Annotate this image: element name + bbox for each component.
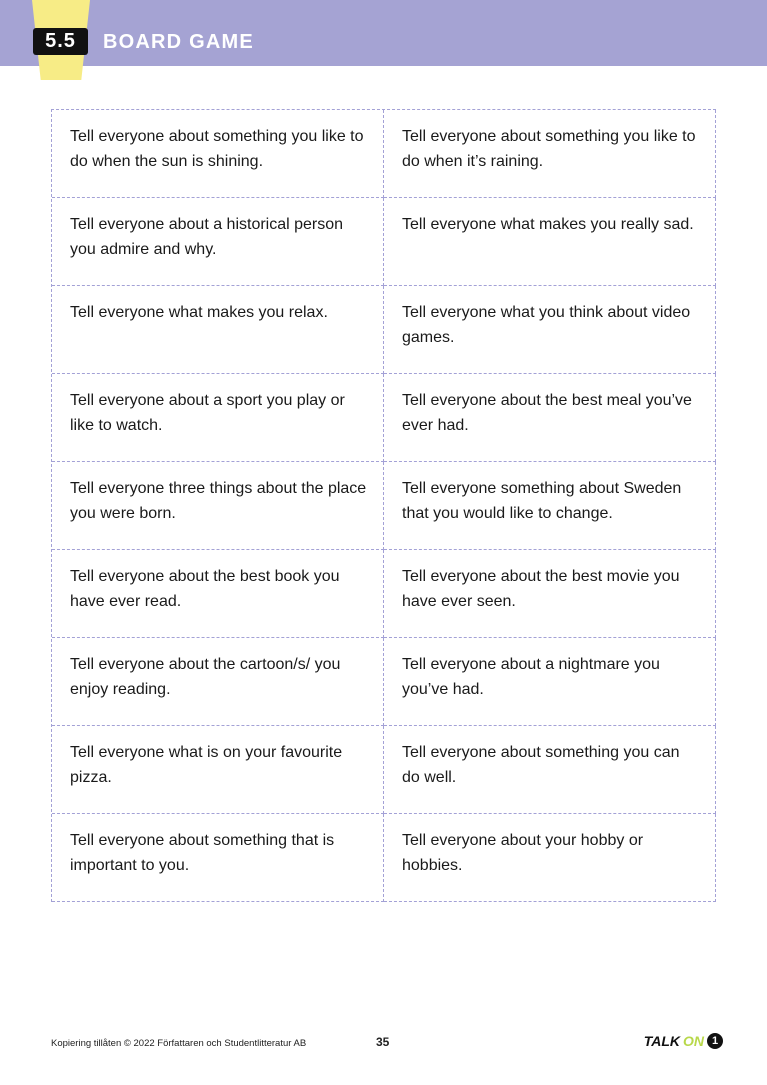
- brand-logo: [644, 1033, 723, 1049]
- card-12: Tell everyone about the best movie you have ever seen.: [384, 550, 716, 638]
- card-10: Tell everyone something about Sweden that you would like to change.: [384, 462, 716, 550]
- brand-word-talk: TALK: [643, 1033, 680, 1049]
- card-6: Tell everyone what you think about video games.: [384, 286, 716, 374]
- card-5: Tell everyone what makes you relax.: [52, 286, 384, 374]
- card-3: Tell everyone about a historical person you admire and why.: [52, 198, 384, 286]
- copyright-notice: Kopiering tillåten © 2022 Författaren och Studentlitteratur AB: [51, 1038, 307, 1049]
- card-grid: [51, 109, 716, 902]
- card-4: Tell everyone what makes you really sad.: [384, 198, 716, 286]
- brand-number-icon: 1: [707, 1033, 723, 1049]
- card-9: Tell everyone three things about the place you were born.: [52, 462, 384, 550]
- card-1: Tell everyone about something you like to do when the sun is shining.: [52, 110, 384, 198]
- card-13: Tell everyone about the cartoon/s/ you enjoy reading.: [52, 638, 384, 726]
- card-18: Tell everyone about your hobby or hobbies.: [384, 814, 716, 902]
- card-7: Tell everyone about a sport you play or like to watch.: [52, 374, 384, 462]
- page-title: BOARD GAME: [103, 31, 254, 53]
- card-8: Tell everyone about the best meal you’ve ever had.: [384, 374, 716, 462]
- brand-word-on: ON: [683, 1033, 704, 1049]
- chapter-number-badge: 5.5: [33, 28, 88, 55]
- card-17: Tell everyone about something that is important to you.: [52, 814, 384, 902]
- page-number: 35: [376, 1035, 390, 1049]
- card-11: Tell everyone about the best book you have ever read.: [52, 550, 384, 638]
- card-15: Tell everyone what is on your favourite pizza.: [52, 726, 384, 814]
- page-header: [0, 0, 767, 66]
- card-14: Tell everyone about a nightmare you you’ve had.: [384, 638, 716, 726]
- card-16: Tell everyone about something you can do well.: [384, 726, 716, 814]
- card-2: Tell everyone about something you like to do when it’s raining.: [384, 110, 716, 198]
